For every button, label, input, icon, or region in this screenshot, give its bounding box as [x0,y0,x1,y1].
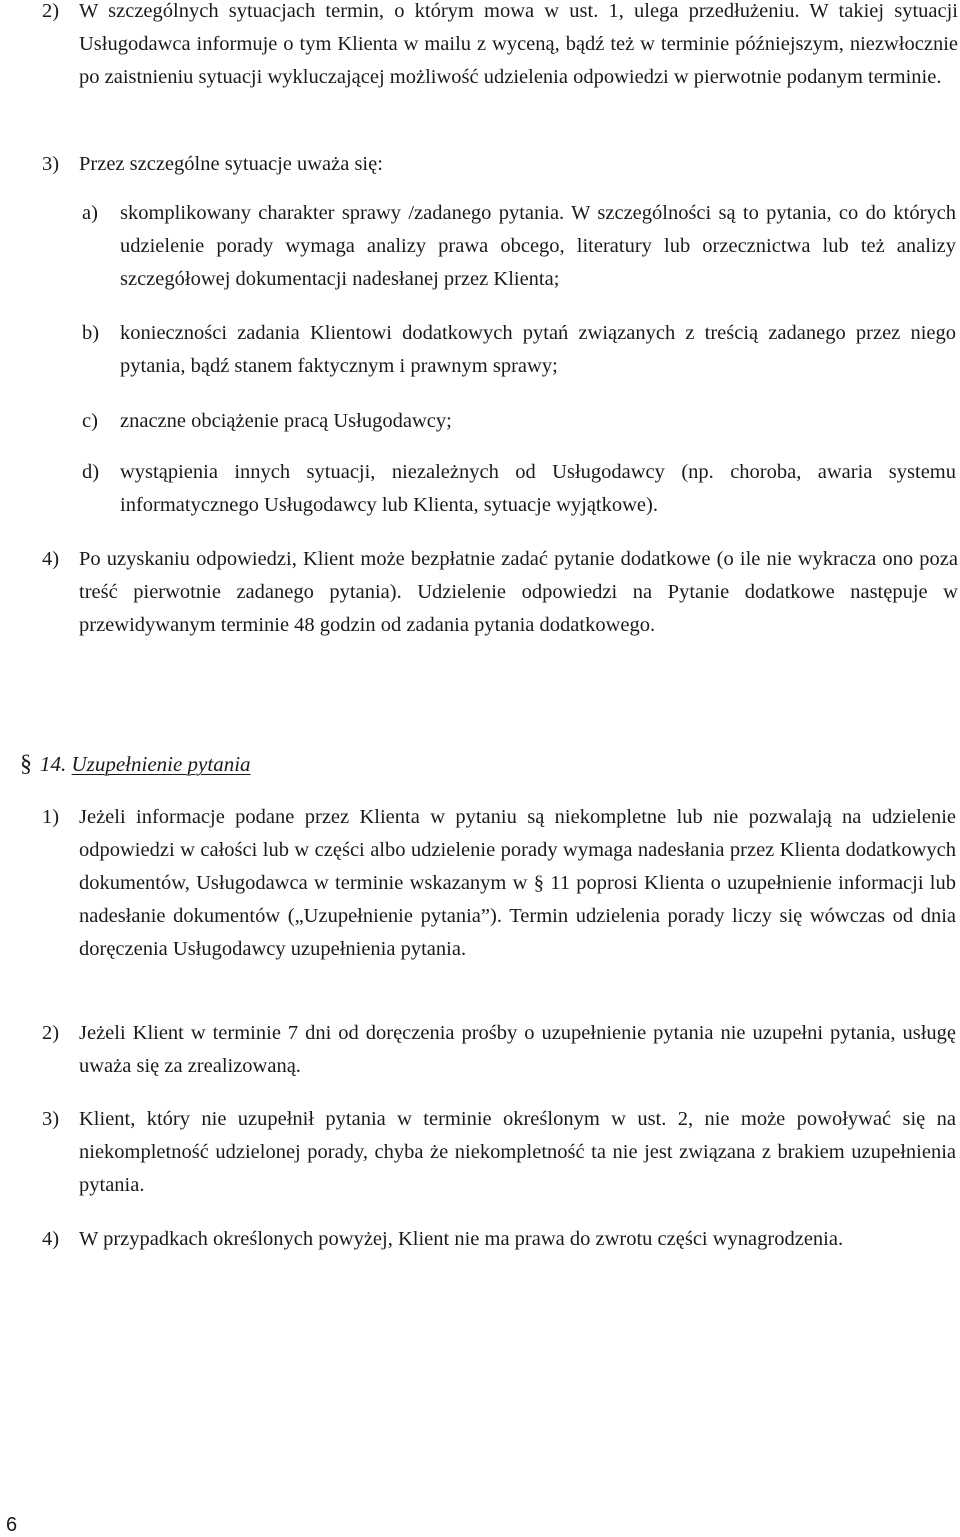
paragraph-text: Jeżeli Klient w terminie 7 dni od doręczenia prośby o uzupełnienie pytania nie uzupełni pytania, usługę uważa się za zrealizowaną. [79,1022,956,1077]
sub-item-text: konieczności zadania Klientowi dodatkowych pytań związanych z treścią zadanego przez niego pytania, bądź stanem faktycznym i prawnym sprawy; [120,322,956,377]
sub-item-b [82,317,956,383]
paragraph-text: W przypadkach określonych powyżej, Klient nie ma prawa do zwrotu części wynagrodzenia. [79,1228,844,1250]
sub-item-c [82,405,956,438]
sub-item-text: skomplikowany charakter sprawy /zadanego pytania. W szczególności są to pytania, co do których udzielenie porady wymaga analizy prawa obcego, literatury lub orzecznictwa lub też analizy szczegółowej dokumentacji nadesłanej przez Klienta; [120,202,956,290]
sub-item-letter: c) [82,410,98,432]
section-heading [20,748,251,781]
section-sign: § [20,751,32,777]
sub-item-a [82,197,956,296]
paragraph-2 [42,0,958,94]
paragraph-text: Po uzyskaniu odpowiedzi, Klient może bezpłatnie zadać pytanie dodatkowe (o ile nie wykracza ono poza treść pierwotnie zadanego pytania). Udzielenie odpowiedzi na Pytanie dodatkowe następuje w przewidywanym terminie 48 godzin od zadania pytania dodatkowego. [79,548,958,636]
paragraph-number: 2) [42,0,60,22]
sub-item-text: wystąpienia innych sytuacji, niezależnych od Usługodawcy (np. choroba, awaria systemu informatycznego Usługodawcy lub Klienta, sytuacje wyjątkowe). [120,461,956,516]
sub-item-letter: a) [82,202,98,224]
section-title: Uzupełnienie pytania [71,752,251,776]
page-number: 6 [6,1514,18,1536]
sub-item-text: znaczne obciążenie pracą Usługodawcy; [120,410,452,432]
paragraph-number: 3) [42,153,60,175]
paragraph-number: 3) [42,1108,60,1130]
paragraph-number: 1) [42,806,60,828]
sub-item-d [82,456,956,522]
sub-item-letter: d) [82,461,100,483]
paragraph-number: 2) [42,1022,60,1044]
paragraph-text: W szczególnych sytuacjach termin, o którym mowa w ust. 1, ulega przedłużeniu. W takiej sytuacji Usługodawca informuje o tym Klienta w mailu z wyceną, bądź też w terminie późniejszym, niezwłocznie po zaistnieniu sytuacji wykluczającej możliwość udzielenia odpowiedzi w pierwotnie podanym terminie. [79,0,958,88]
paragraph-number: 4) [42,1228,60,1250]
paragraph-3 [42,148,958,181]
paragraph-text: Przez szczególne sytuacje uważa się: [79,153,383,175]
paragraph-number: 4) [42,548,60,570]
paragraph-text: Klient, który nie uzupełnił pytania w terminie określonym w ust. 2, nie może powoływać się na niekompletność udzielonej porady, chyba że niekompletność ta nie jest związana z brakiem uzupełnienia pytania. [79,1108,956,1196]
paragraph-text: Jeżeli informacje podane przez Klienta w pytaniu są niekompletne lub nie pozwalają na udzielenie odpowiedzi w całości lub w części albo udzielenie porady wymaga nadesłania przez Klienta dodatkowych dokumentów, Usługodawca w terminie wskazanym w § 11 poprosi Klienta o uzupełnienie informacji lub nadesłanie dokumentów („Uzupełnienie pytania”). Termin udzielenia porady liczy się wówczas od dnia doręczenia Usługodawcy uzupełnienia pytania. [79,806,956,960]
section-14-item-1 [42,801,956,966]
section-14-item-3 [42,1103,956,1202]
section-14-item-2 [42,1017,956,1083]
section-14-item-4 [42,1223,956,1256]
sub-item-letter: b) [82,322,100,344]
section-number: 14. [40,752,67,776]
paragraph-4 [42,543,958,642]
